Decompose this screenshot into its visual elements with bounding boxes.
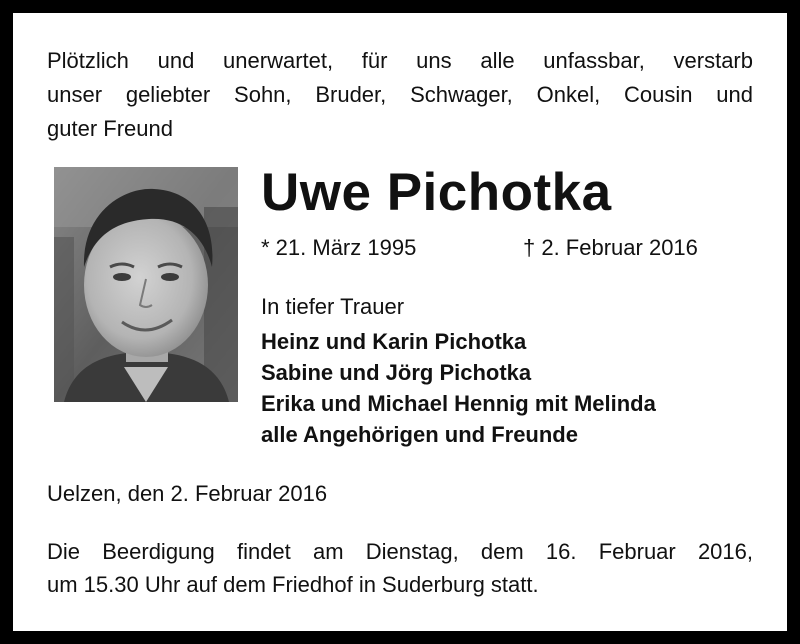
deceased-name: Uwe Pichotka (261, 163, 612, 222)
mourner-name: Erika und Michael Hennig mit Melinda (261, 391, 656, 416)
obituary-card (13, 13, 787, 631)
birth-date: * 21. März 1995 (261, 235, 417, 260)
intro-text (47, 44, 753, 146)
portrait-photo (54, 167, 238, 402)
funeral-line: um 15.30 Uhr auf dem Friedhof in Suderburg statt. (47, 572, 539, 597)
mourning-intro: In tiefer Trauer (261, 294, 405, 319)
place-and-date: Uelzen, den 2. Februar 2016 (47, 481, 328, 506)
intro-line: unser geliebter Sohn, Bruder, Schwager, Onkel, Cousin und (47, 82, 753, 107)
death-date: † 2. Februar 2016 (523, 235, 698, 260)
funeral-notice (47, 535, 753, 601)
funeral-line: Die Beerdigung findet am Dienstag, dem 16. Februar 2016, (47, 539, 753, 564)
mourner-name: Sabine und Jörg Pichotka (261, 360, 532, 385)
mourner-name: Heinz und Karin Pichotka (261, 329, 527, 354)
mourner-name: alle Angehörigen und Freunde (261, 422, 578, 447)
intro-line: guter Freund (47, 116, 173, 141)
intro-line: Plötzlich und unerwartet, für uns alle unfassbar, verstarb (47, 48, 753, 73)
mourners-list (261, 326, 656, 450)
